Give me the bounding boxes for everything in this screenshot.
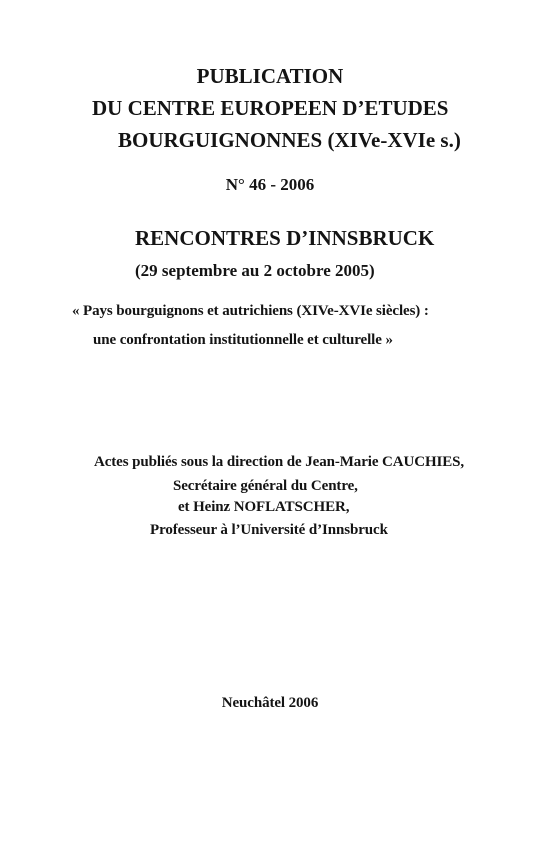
editors-line4: Professeur à l’Université d’Innsbruck (150, 522, 388, 538)
theme-line1: « Pays bourguignons et autrichiens (XIVe-XVIe siècles) : (72, 303, 429, 319)
editors-line2: Secrétaire général du Centre, (173, 478, 358, 494)
meeting-dates: (29 septembre au 2 octobre 2005) (135, 261, 375, 280)
imprint: Neuchâtel 2006 (221, 695, 319, 711)
editors-line3: et Heinz NOFLATSCHER, (178, 499, 350, 515)
theme-line2: une confrontation institutionnelle et culturelle » (93, 332, 393, 348)
publication-heading-line3: BOURGUIGNONNES (XIVe-XVIe s.) (118, 128, 461, 152)
meeting-title: RENCONTRES D’INNSBRUCK (135, 226, 435, 250)
publication-heading-line1: PUBLICATION (196, 64, 344, 88)
publication-heading-line2: DU CENTRE EUROPEEN D’ETUDES (92, 96, 449, 120)
issue-number: N° 46 - 2006 (225, 175, 315, 194)
editors-line1: Actes publiés sous la direction de Jean-Marie CAUCHIES, (94, 454, 465, 470)
